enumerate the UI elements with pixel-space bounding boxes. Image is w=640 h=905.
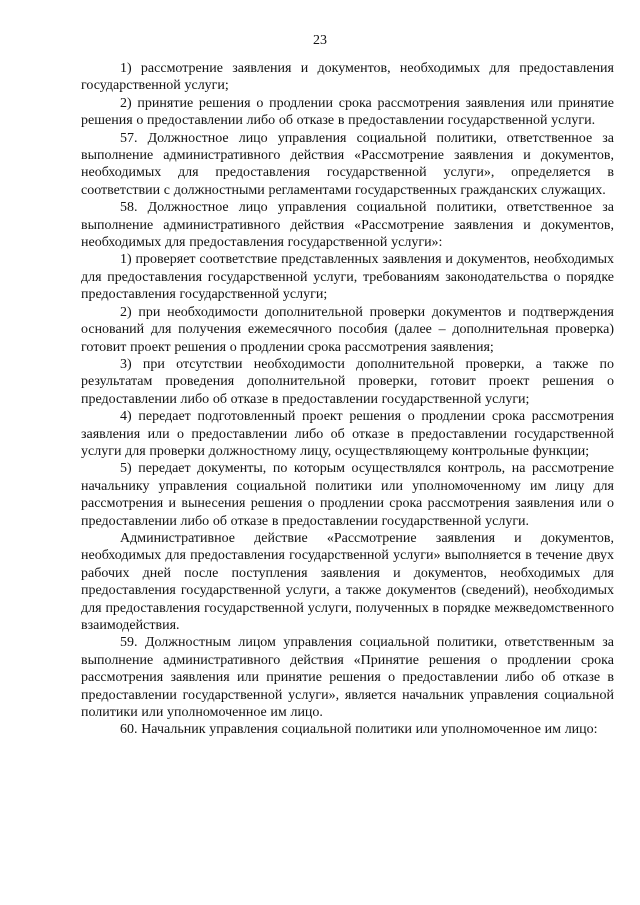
paragraph-58-item-3: 3) при отсутствии необходимости дополнительной проверки, а также по результатам проведения дополнительной проверки, готовит проект решения о предоставлении либо об отказе в предоставлении государственной услуги; xyxy=(81,356,614,407)
paragraph-59: 59. Должностным лицом управления социальной политики, ответственным за выполнение административного действия «Принятие решения о продлении срока рассмотрения заявления или принятие решения о предоставлении либо об отказе в предоставлении государственной услуги», является начальник управления социальной политики или уполномоченное им лицо. xyxy=(81,635,614,721)
paragraph-57: 57. Должностное лицо управления социальной политики, ответственное за выполнение административного действия «Рассмотрение заявления и документов, необходимых для предоставления государственной услуги», определяется в соответствии с должностными регламентами государственных гражданских служащих. xyxy=(81,130,614,198)
paragraph-item-2: 2) принятие решения о продлении срока рассмотрения заявления или принятие решения о предоставлении либо об отказе в предоставлении государственной услуги. xyxy=(81,95,614,129)
paragraph-58-item-1: 1) проверяет соответствие представленных заявления и документов, необходимых для предоставления государственной услуги, требованиям законодательства о порядке предоставления государственной услуги; xyxy=(81,252,614,303)
paragraph-item-1: 1) рассмотрение заявления и документов, необходимых для предоставления государственной услуги; xyxy=(81,61,614,94)
paragraph-58-item-5: 5) передает документы, по которым осуществлялся контроль, на рассмотрение начальнику управления социальной политики или уполномоченному им лицу для рассмотрения и вынесения решения о продлении срока рассмотрения заявления или о предоставлении либо об отказе в предоставлении государственной услуги. xyxy=(81,461,614,529)
paragraph-58-item-2: 2) при необходимости дополнительной проверки документов и подтверждения оснований для получения ежемесячного пособия (далее – дополнительная проверка) готовит проект решения о продлении срока рассмотрения заявления; xyxy=(81,304,614,355)
paragraph-58: 58. Должностное лицо управления социальной политики, ответственное за выполнение административного действия «Рассмотрение заявления и документов, необходимых для предоставления государственной услуги»: xyxy=(81,200,614,251)
page-number: 23 xyxy=(313,33,327,48)
paragraph-58-item-4: 4) передает подготовленный проект решения о продлении срока рассмотрения заявления или о предоставлении либо об отказе в предоставлении государственной услуги для проверки должностному лицу, осуществляющему контрольные функции; xyxy=(81,409,614,459)
paragraph-60: 60. Начальник управления социальной политики или уполномоченное им лицо: xyxy=(120,722,598,738)
document-body xyxy=(81,60,614,739)
paragraph-admin-action: Административное действие «Рассмотрение заявления и документов, необходимых для предоставления государственной услуги» выполняется в течение двух рабочих дней после поступления заявления и документов, необходимых для предоставления государственной услуги, а также документов (сведений), необходимых для предоставления государственной услуги, полученных в порядке межведомственного взаимодействия. xyxy=(81,530,614,633)
